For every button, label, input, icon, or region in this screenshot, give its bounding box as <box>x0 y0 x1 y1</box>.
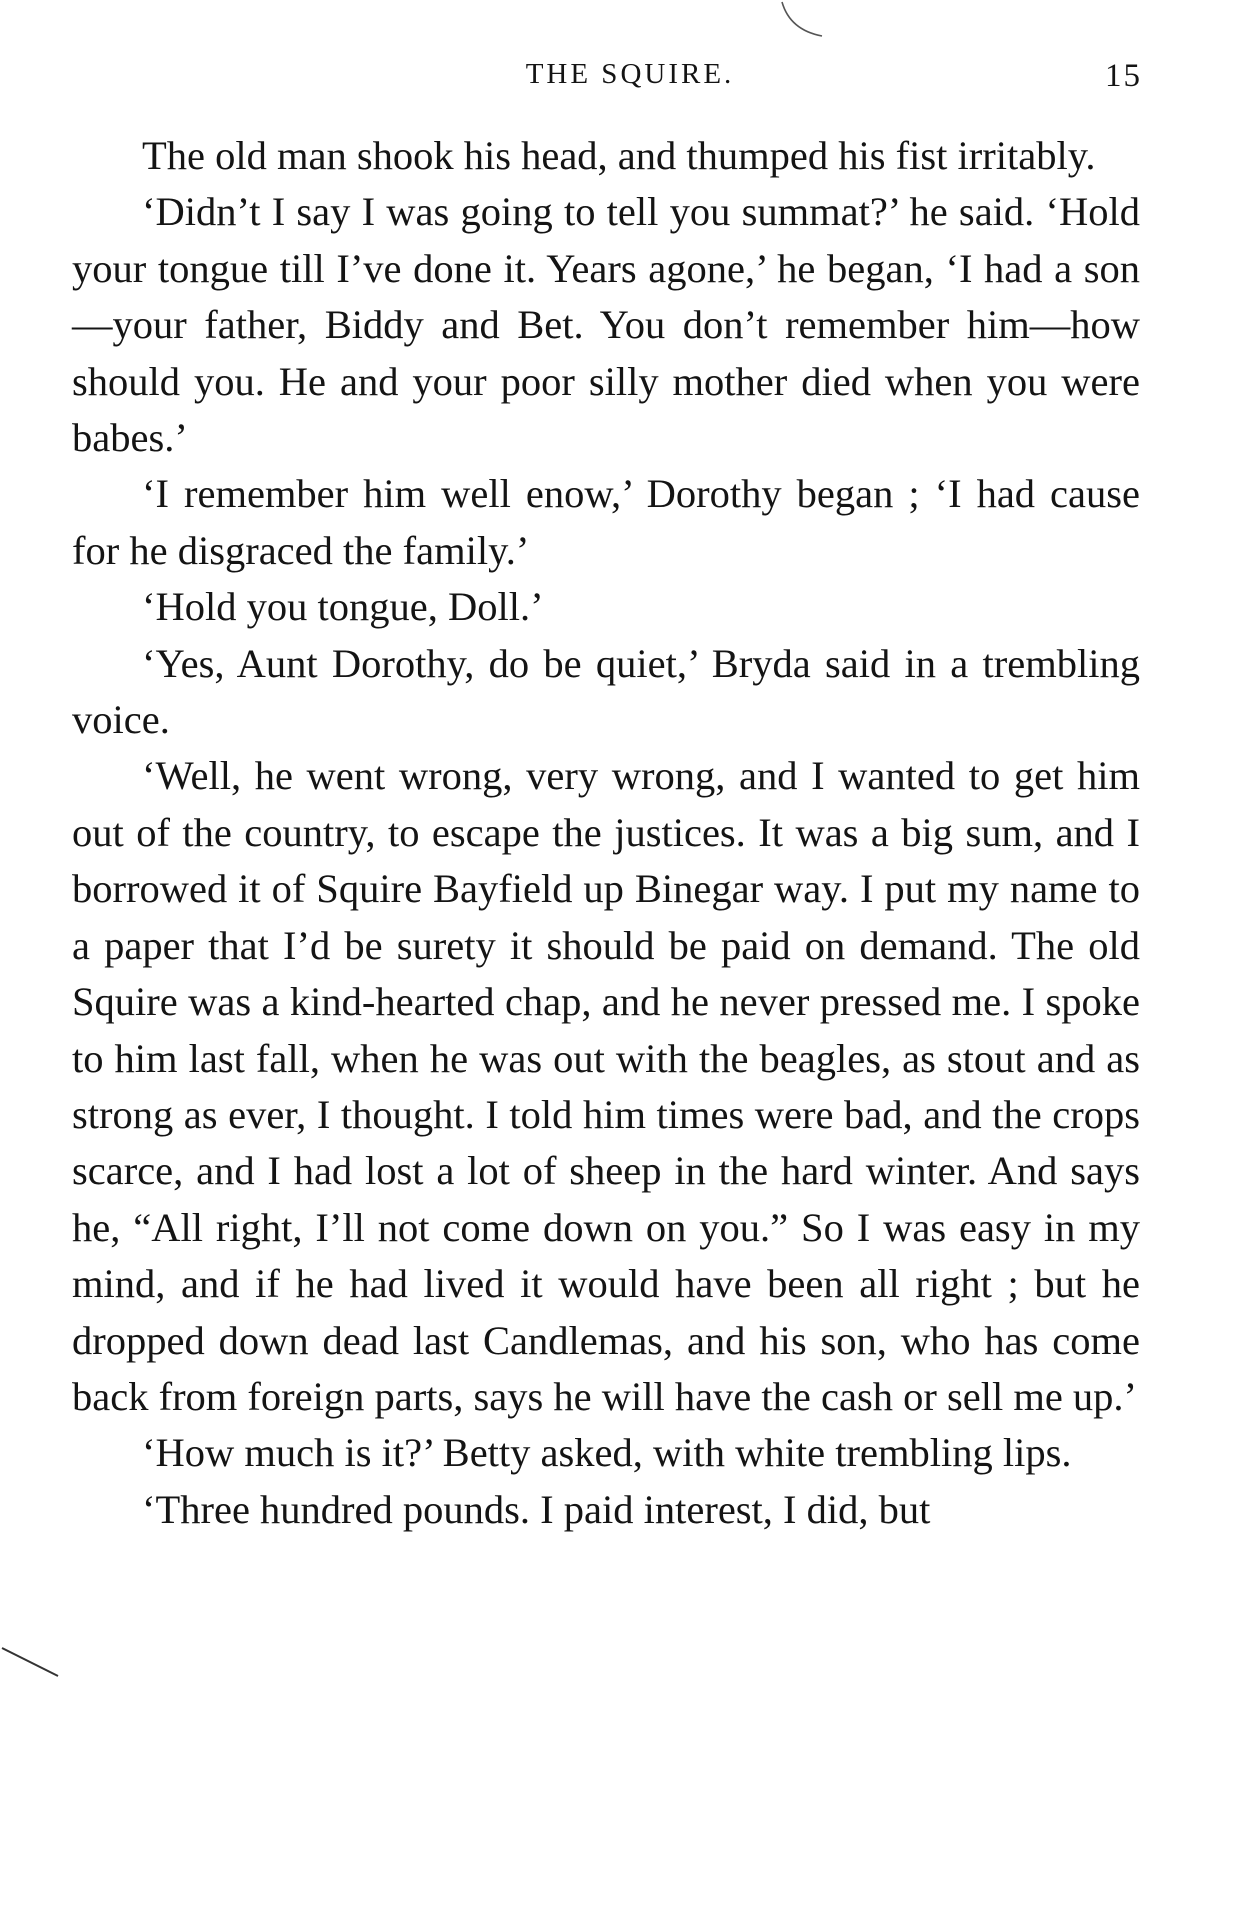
paragraph: ‘I remember him well enow,’ Dorothy began ; ‘I had cause for he disgraced the family.’ <box>72 471 1140 573</box>
scan-artifact-left <box>0 1640 80 1700</box>
paragraph: ‘Yes, Aunt Dorothy, do be quiet,’ Bryda said in a trembling voice. <box>72 640 1140 743</box>
paragraph: The old man shook his head, and thumped his fist irritably. <box>142 133 1096 178</box>
paragraph: ‘Hold you tongue, Doll.’ <box>142 584 544 630</box>
paragraph: ‘Well, he went wrong, very wrong, and I wanted to get him out of the country, to escape the justices. It was a big sum, and I borrowed it of Squire Bayfield up Binegar way. I put my name to a paper that I’d be surety it should be paid on demand. The old Squire was a kind-hearted chap, and he never pressed me. I spoke to him last fall, when he was out with the beagles, as stout and as strong as ever, I thought. I told him times were bad, and the crops scarce, and I had lost a lot of sheep in the hard winter. And says he, “All right, I’ll not come down on you.” So I was easy in my mind, and if he had lived it would have been all right ; but he dropped down dead last Candlemas, and his son, who has come back from foreign parts, says he will have the cash or sell me up.’ <box>72 753 1140 1419</box>
running-head <box>0 58 1260 108</box>
paragraph: ‘Didn’t I say I was going to tell you summat?’ he said. ‘Hold your tongue till I’ve done it. Years agone,’ he began, ‘I had a son—your father, Biddy and Bet. You don’t remember him—how should you. He and your poor silly mother died when you were babes.’ <box>72 189 1140 461</box>
running-title: THE SQUIRE. <box>525 58 735 90</box>
page-number: 15 <box>1105 58 1142 94</box>
paragraph: ‘How much is it?’ Betty asked, with white trembling lips. <box>142 1430 1072 1476</box>
body-text <box>72 128 1140 1538</box>
scan-artifact-top <box>760 0 860 50</box>
paragraph: ‘Three hundred pounds. I paid interest, I did, but <box>142 1486 931 1532</box>
